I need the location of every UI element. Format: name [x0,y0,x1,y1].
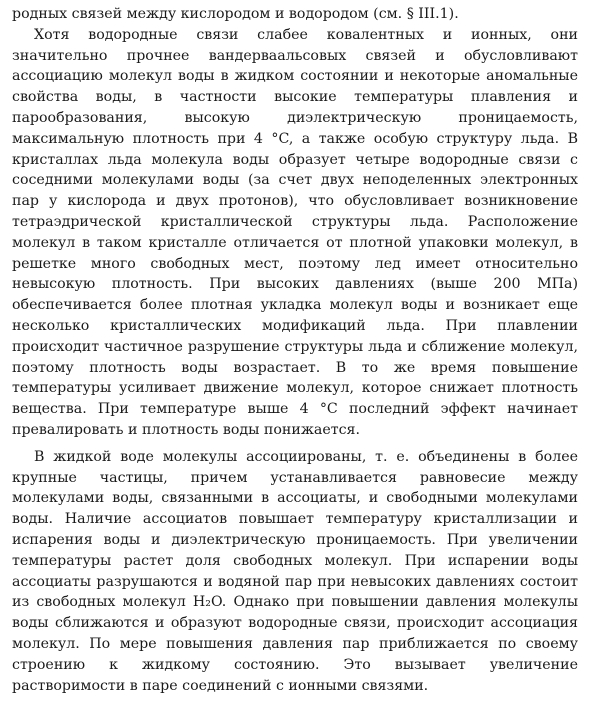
paragraph-continuation: родных связей между кислородом и водородом (см. § III.1). [12,6,459,22]
paragraph-hydrogen-bonds: Хотя водородные связи слабее ковалентных и ионных, они значительно прочнее вандерваальсовых связей и обусловливают ассоциацию молекул воды в жидком состоянии и некоторые аномальные свойства воды, в частности высокие температуры плавления и парообразования, высокую диэлектрическую проницаемость, максимальную плотность при 4 °C, а также особую структуру льда. В кристаллах льда молекула воды образует четыре водородные связи с соседними молекулами воды (за счет двух неподеленных электронных пар у кислорода и двух протонов), что обусловливает возникновение тетраэдрической кристаллической структуры льда. Расположение молекул в таком кристалле отличается от плотной упаковки молекул, в решетке много свободных мест, поэтому лед имеет относительно невысокую плотность. При высоких давлениях (выше 200 МПа) обеспечивается более плотная укладка молекул воды и возникает еще несколько кристаллических модификаций льда. При плавлении происходит частичное разрушение структуры льда и сближение молекул, поэтому плотность воды возрастает. В то же время повышение температуры усиливает движение молекул, которое снижает плотность вещества. При температуре выше 4 °C последний эффект начинает превалировать и плотность воды понижается. [12,26,578,438]
paragraph-liquid-water: В жидкой воде молекулы ассоциированы, т. е. объединены в более крупные частицы, причем устанавливается равновесие между молекулами воды, связанными в ассоциаты, и свободными молекулами воды. Наличие ассоциатов повышает температуру кристаллизации и испарения воды и диэлектрическую проницаемость. При увеличении температуры растет доля свободных молекул. При испарении воды ассоциаты разрушаются и водяной пар при невысоких давлениях состоит из свободных молекул H₂O. Однако при повышении давления молекулы воды сближаются и образуют водородные связи, происходит ассоциация молекул. По мере повышения давления пар приближается по своему строению к жидкому состоянию. Это вызывает увеличение растворимости в паре соединений с ионными связями. [12,448,578,694]
document-page [12,4,578,696]
